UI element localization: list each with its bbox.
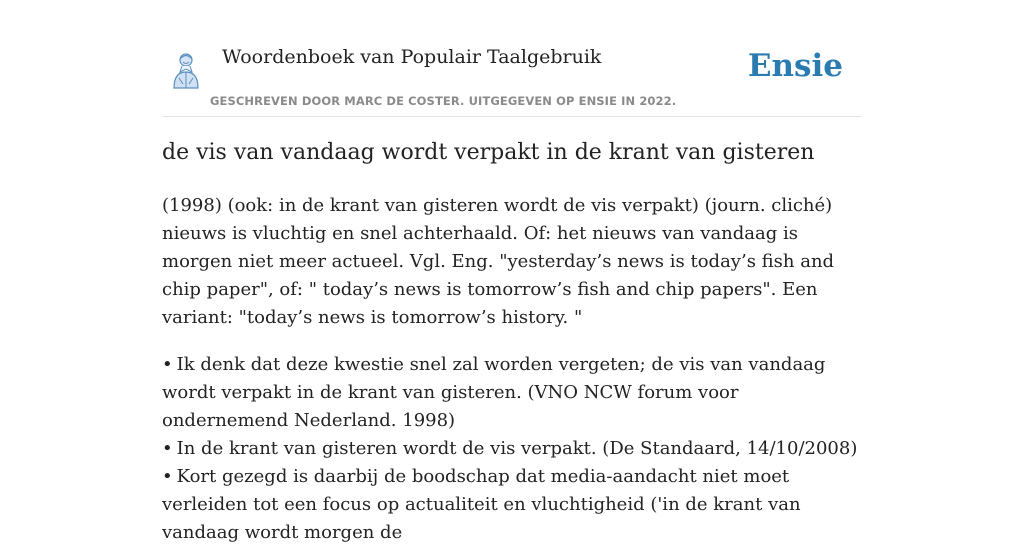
list-item <box>162 463 862 547</box>
bullet: • <box>162 438 173 459</box>
list-item <box>162 435 862 463</box>
page <box>162 0 862 543</box>
examples-list <box>162 351 862 547</box>
list-item <box>162 351 862 435</box>
example-text: Ik denk dat deze kwestie snel zal worden vergeten; de vis van vandaag wordt verpakt in de krant van gisteren. (VNO NCW forum voor ondernemend Nederland. 1998) <box>162 354 826 431</box>
bullet: • <box>162 354 173 375</box>
entry-title: de vis van vandaag wordt verpakt in de krant van gisteren <box>162 140 815 165</box>
example-text: Kort gezegd is daarbij de boodschap dat media-aandacht niet moet verleiden tot een focus op actualiteit en vluchtigheid ('in de krant van vandaag wordt morgen de <box>162 466 801 543</box>
bullet: • <box>162 466 173 487</box>
entry-definition: (1998) (ook: in de krant van gisteren wordt de vis verpakt) (journ. cliché) nieuws is vluchtig en snel achterhaald. Of: het nieuws van vandaag is morgen niet meer actueel. Vgl. Eng. "yesterday’s news is today’s fish and chip paper", of: " today’s news is tomorrow’s fish and chip papers". Een variant: "today’s news is tomorrow’s history. " <box>162 195 835 328</box>
example-text: In de krant van gisteren wordt de vis verpakt. (De Standaard, 14/10/2008) <box>176 438 858 459</box>
ensie-logo[interactable]: Ensie <box>747 48 843 84</box>
author-portrait-icon <box>168 50 204 90</box>
book-title[interactable]: Woordenboek van Populair Taalgebruik <box>222 46 602 68</box>
header <box>162 0 862 117</box>
author-byline: GESCHREVEN DOOR MARC DE COSTER. UITGEGEVEN OP ENSIE IN 2022. <box>210 94 677 108</box>
